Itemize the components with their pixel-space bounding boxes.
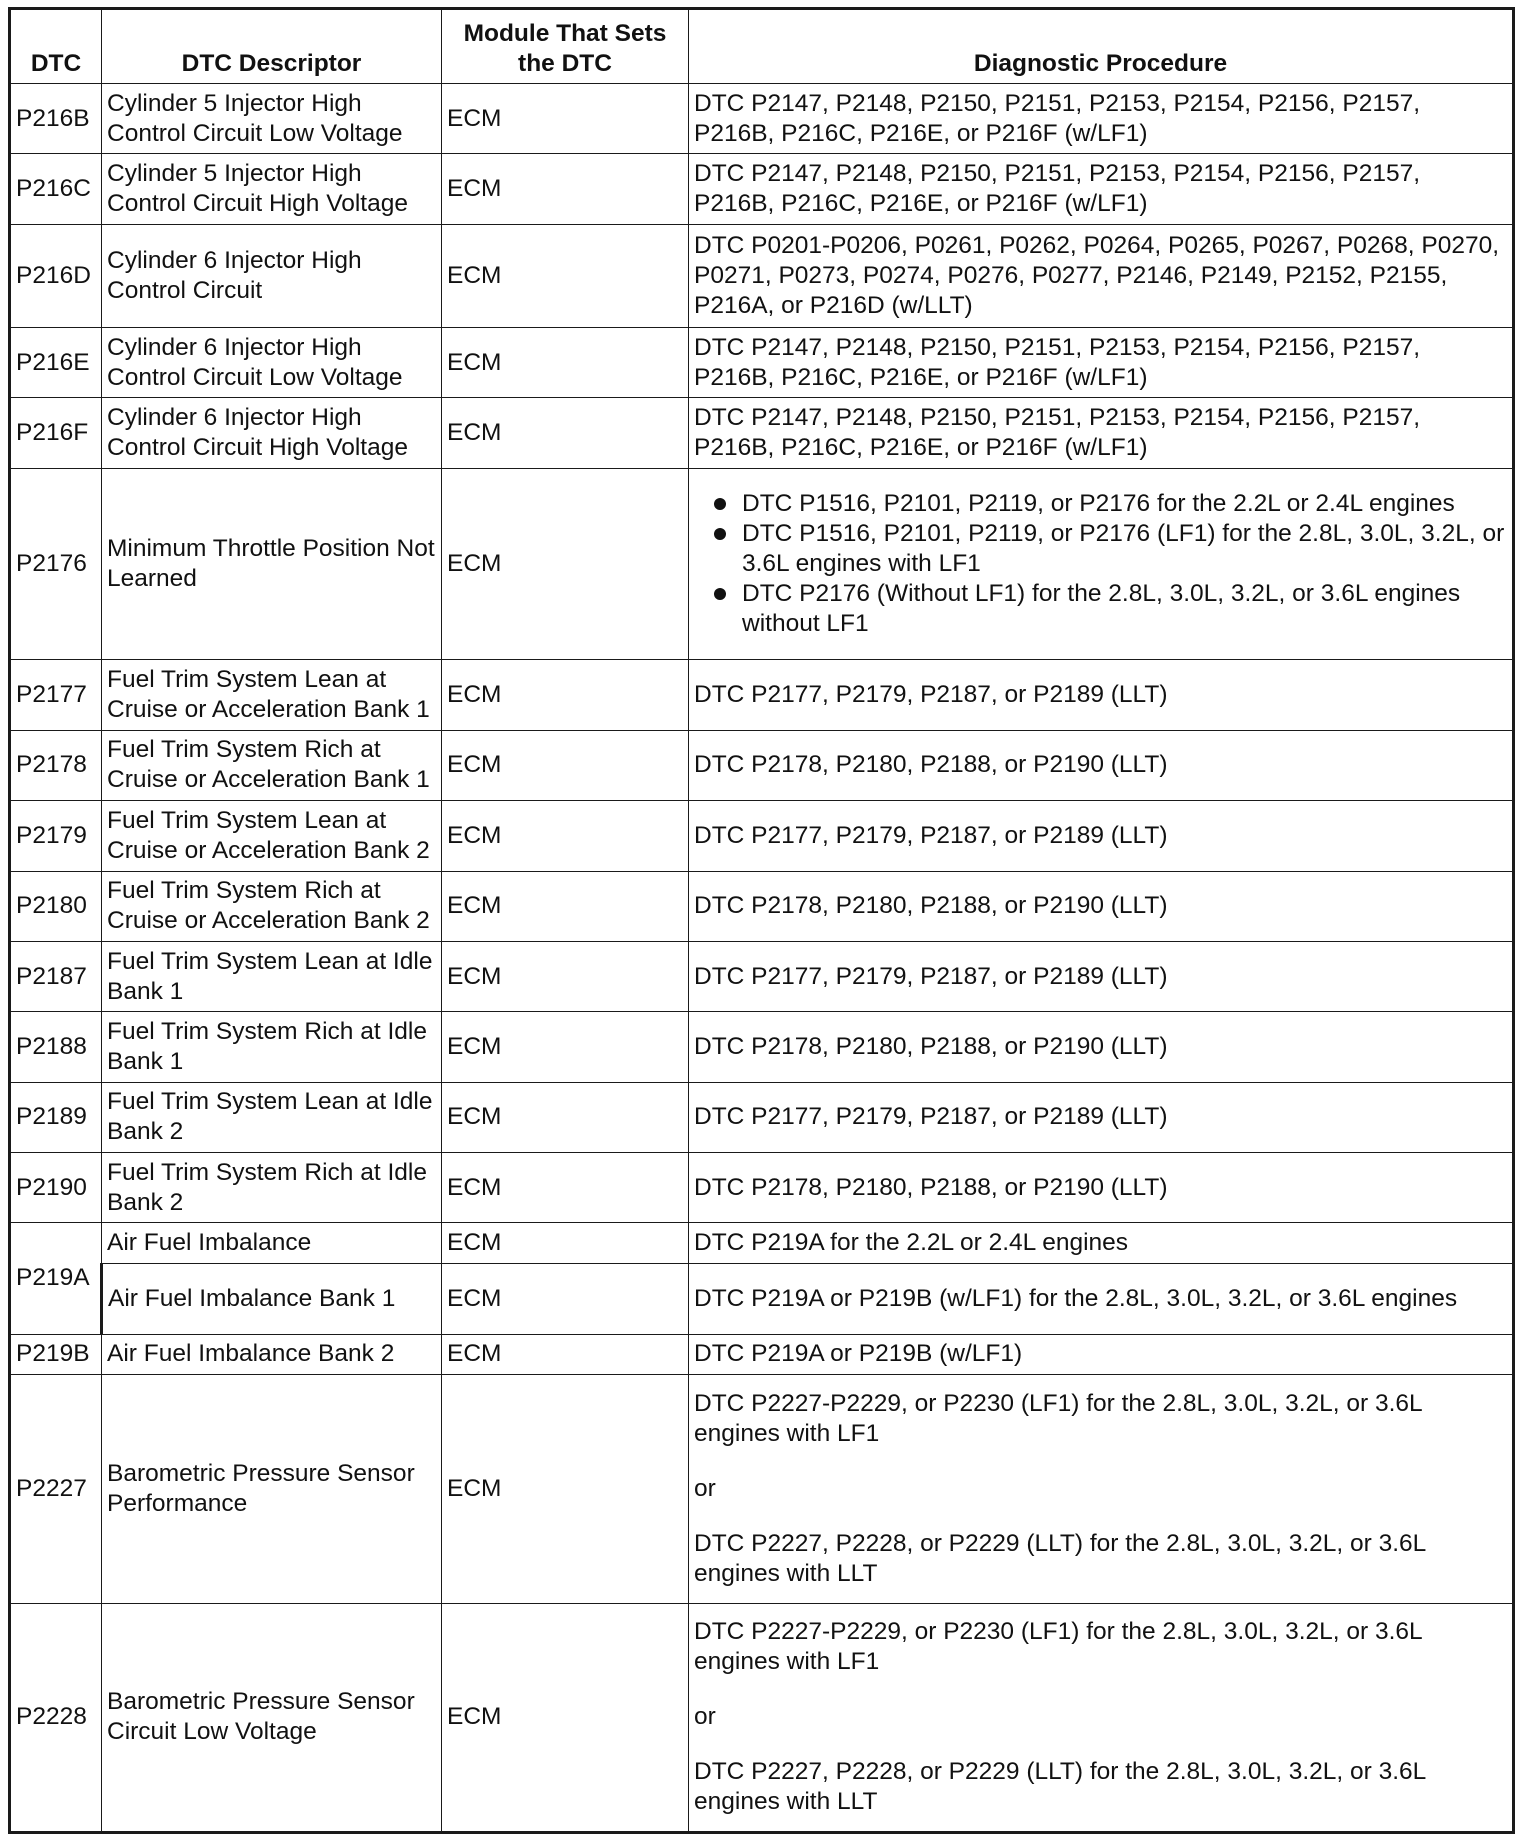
table-row: [10, 1152, 1514, 1222]
descriptor-cell: Barometric Pressure Sensor Performance: [102, 1375, 442, 1603]
descriptor-cell: Air Fuel Imbalance Bank 2: [102, 1334, 442, 1375]
spacer: [694, 1504, 1507, 1529]
dtc-cell: P2178: [10, 730, 102, 800]
table-row: [10, 1264, 1514, 1334]
module-cell: ECM: [442, 1375, 689, 1603]
bullet-icon: [714, 498, 726, 510]
descriptor-cell: Cylinder 6 Injector High Control Circuit Low Voltage: [102, 327, 442, 397]
header-descriptor: DTC Descriptor: [102, 9, 442, 84]
table-row: [10, 1012, 1514, 1082]
dtc-cell: P2189: [10, 1082, 102, 1152]
dtc-cell: P216C: [10, 154, 102, 224]
module-cell: ECM: [442, 660, 689, 730]
module-cell: ECM: [442, 468, 689, 660]
descriptor-cell: Fuel Trim System Lean at Idle Bank 1: [102, 941, 442, 1011]
table-row: [10, 83, 1514, 153]
procedure-cell: DTC P219A or P219B (w/LF1) for the 2.8L, 3.0L, 3.2L, or 3.6L engines: [689, 1264, 1514, 1334]
procedure-cell: DTC P2177, P2179, P2187, or P2189 (LLT): [689, 1082, 1514, 1152]
procedure-cell: DTC P2178, P2180, P2188, or P2190 (LLT): [689, 1152, 1514, 1222]
table-row: [10, 154, 1514, 224]
dtc-cell: P2190: [10, 1152, 102, 1222]
procedure-cell: DTC P2147, P2148, P2150, P2151, P2153, P2154, P2156, P2157, P216B, P216C, P216E, or P216F (w/LF1): [689, 83, 1514, 153]
descriptor-cell: Fuel Trim System Rich at Idle Bank 1: [102, 1012, 442, 1082]
descriptor-cell: Barometric Pressure Sensor Circuit Low Voltage: [102, 1603, 442, 1832]
dtc-cell: P2227: [10, 1375, 102, 1603]
spacer: [694, 1677, 1507, 1702]
dtc-cell: P216F: [10, 398, 102, 468]
table-row: [10, 871, 1514, 941]
or-text: or: [694, 1703, 716, 1731]
table-row: [10, 801, 1514, 871]
procedure-cell: DTC P2147, P2148, P2150, P2151, P2153, P2154, P2156, P2157, P216B, P216C, P216E, or P216F (w/LF1): [689, 327, 1514, 397]
table-row: [10, 1223, 1514, 1264]
descriptor-cell: Cylinder 6 Injector High Control Circuit High Voltage: [102, 398, 442, 468]
descriptor-cell: Air Fuel Imbalance: [102, 1223, 442, 1264]
module-cell: ECM: [442, 224, 689, 327]
procedure-text: DTC P2176 (Without LF1) for the 2.8L, 3.0L, 3.2L, or 3.6L engines without LF1: [742, 580, 1461, 638]
spacer: [694, 1732, 1507, 1757]
procedure-cell: DTC P2147, P2148, P2150, P2151, P2153, P2154, P2156, P2157, P216B, P216C, P216E, or P216F (w/LF1): [689, 398, 1514, 468]
dtc-cell: P2187: [10, 941, 102, 1011]
procedure-cell: DTC P2147, P2148, P2150, P2151, P2153, P2154, P2156, P2157, P216B, P216C, P216E, or P216F (w/LF1): [689, 154, 1514, 224]
module-cell: ECM: [442, 398, 689, 468]
table-header: [10, 9, 1514, 84]
dtc-cell: P2176: [10, 468, 102, 660]
module-cell: ECM: [442, 1334, 689, 1375]
descriptor-cell: Fuel Trim System Lean at Idle Bank 2: [102, 1082, 442, 1152]
table-row: [10, 1334, 1514, 1375]
descriptor-cell: Fuel Trim System Lean at Cruise or Acceleration Bank 2: [102, 801, 442, 871]
module-cell: ECM: [442, 871, 689, 941]
module-cell: ECM: [442, 941, 689, 1011]
table-row: [10, 224, 1514, 327]
procedure-cell: DTC P2177, P2179, P2187, or P2189 (LLT): [689, 801, 1514, 871]
procedure-text: DTC P2227-P2229, or P2230 (LF1) for the 2.8L, 3.0L, 3.2L, or 3.6L engines with LF1: [694, 1389, 1422, 1447]
list-item: [694, 489, 1507, 519]
procedure-cell: DTC P0201-P0206, P0261, P0262, P0264, P0265, P0267, P0268, P0270, P0271, P0273, P0274, P0276, P0277, P2146, P2149, P2152, P2155, P216A, or P216D (w/LLT): [689, 224, 1514, 327]
dtc-cell: P2228: [10, 1603, 102, 1832]
descriptor-cell: Air Fuel Imbalance Bank 1: [102, 1264, 442, 1334]
procedure-text: DTC P2227, P2228, or P2229 (LLT) for the 2.8L, 3.0L, 3.2L, or 3.6L engines with LLT: [694, 1529, 1426, 1587]
procedure-cell: DTC P219A or P219B (w/LF1): [689, 1334, 1514, 1375]
procedure-list: [694, 489, 1507, 639]
table-row: [10, 1082, 1514, 1152]
module-cell: ECM: [442, 1264, 689, 1334]
dtc-cell: P2177: [10, 660, 102, 730]
procedure-cell: [689, 1603, 1514, 1832]
table-row: [10, 1603, 1514, 1832]
module-cell: ECM: [442, 83, 689, 153]
procedure-cell: [689, 468, 1514, 660]
module-cell: ECM: [442, 1223, 689, 1264]
procedure-text: DTC P2227-P2229, or P2230 (LF1) for the 2.8L, 3.0L, 3.2L, or 3.6L engines with LF1: [694, 1618, 1422, 1676]
module-cell: ECM: [442, 1012, 689, 1082]
procedure-text: DTC P2227, P2228, or P2229 (LLT) for the 2.8L, 3.0L, 3.2L, or 3.6L engines with LLT: [694, 1758, 1426, 1816]
dtc-cell: P2180: [10, 871, 102, 941]
descriptor-cell: Minimum Throttle Position Not Learned: [102, 468, 442, 660]
procedure-text: DTC P1516, P2101, P2119, or P2176 for the 2.2L or 2.4L engines: [742, 490, 1455, 518]
descriptor-cell: Fuel Trim System Rich at Idle Bank 2: [102, 1152, 442, 1222]
module-cell: ECM: [442, 1152, 689, 1222]
table-row: [10, 398, 1514, 468]
dtc-cell: P216B: [10, 83, 102, 153]
table-row: [10, 327, 1514, 397]
module-cell: ECM: [442, 154, 689, 224]
or-text: or: [694, 1474, 716, 1502]
table-row: [10, 730, 1514, 800]
dtc-table: [8, 7, 1515, 1834]
module-cell: ECM: [442, 1082, 689, 1152]
header-procedure: Diagnostic Procedure: [689, 9, 1514, 84]
procedure-cell: [689, 1375, 1514, 1603]
dtc-cell: P2188: [10, 1012, 102, 1082]
table-row: [10, 941, 1514, 1011]
descriptor-cell: Cylinder 5 Injector High Control Circuit High Voltage: [102, 154, 442, 224]
table-row: [10, 468, 1514, 660]
descriptor-cell: Fuel Trim System Rich at Cruise or Acceleration Bank 1: [102, 730, 442, 800]
dtc-cell: P216E: [10, 327, 102, 397]
module-cell: ECM: [442, 327, 689, 397]
list-item: [694, 519, 1507, 579]
module-cell: ECM: [442, 730, 689, 800]
module-cell: ECM: [442, 1603, 689, 1832]
bullet-icon: [714, 528, 726, 540]
dtc-cell: P2179: [10, 801, 102, 871]
header-module: Module That Sets the DTC: [442, 9, 689, 84]
procedure-cell: DTC P2178, P2180, P2188, or P2190 (LLT): [689, 1012, 1514, 1082]
procedure-cell: DTC P219A for the 2.2L or 2.4L engines: [689, 1223, 1514, 1264]
dtc-cell: P219A: [10, 1223, 102, 1334]
dtc-cell: P219B: [10, 1334, 102, 1375]
procedure-cell: DTC P2178, P2180, P2188, or P2190 (LLT): [689, 871, 1514, 941]
module-cell: ECM: [442, 801, 689, 871]
procedure-cell: DTC P2178, P2180, P2188, or P2190 (LLT): [689, 730, 1514, 800]
descriptor-cell: Fuel Trim System Rich at Cruise or Acceleration Bank 2: [102, 871, 442, 941]
descriptor-cell: Cylinder 6 Injector High Control Circuit: [102, 224, 442, 327]
descriptor-cell: Fuel Trim System Lean at Cruise or Acceleration Bank 1: [102, 660, 442, 730]
procedure-cell: DTC P2177, P2179, P2187, or P2189 (LLT): [689, 660, 1514, 730]
bullet-icon: [714, 588, 726, 600]
dtc-cell: P216D: [10, 224, 102, 327]
descriptor-cell: Cylinder 5 Injector High Control Circuit Low Voltage: [102, 83, 442, 153]
header-dtc: DTC: [10, 9, 102, 84]
table-row: [10, 660, 1514, 730]
spacer: [694, 1449, 1507, 1474]
table-row: [10, 1375, 1514, 1603]
list-item: [694, 579, 1507, 639]
procedure-text: DTC P1516, P2101, P2119, or P2176 (LF1) for the 2.8L, 3.0L, 3.2L, or 3.6L engines with LF1: [742, 520, 1505, 578]
procedure-cell: DTC P2177, P2179, P2187, or P2189 (LLT): [689, 941, 1514, 1011]
